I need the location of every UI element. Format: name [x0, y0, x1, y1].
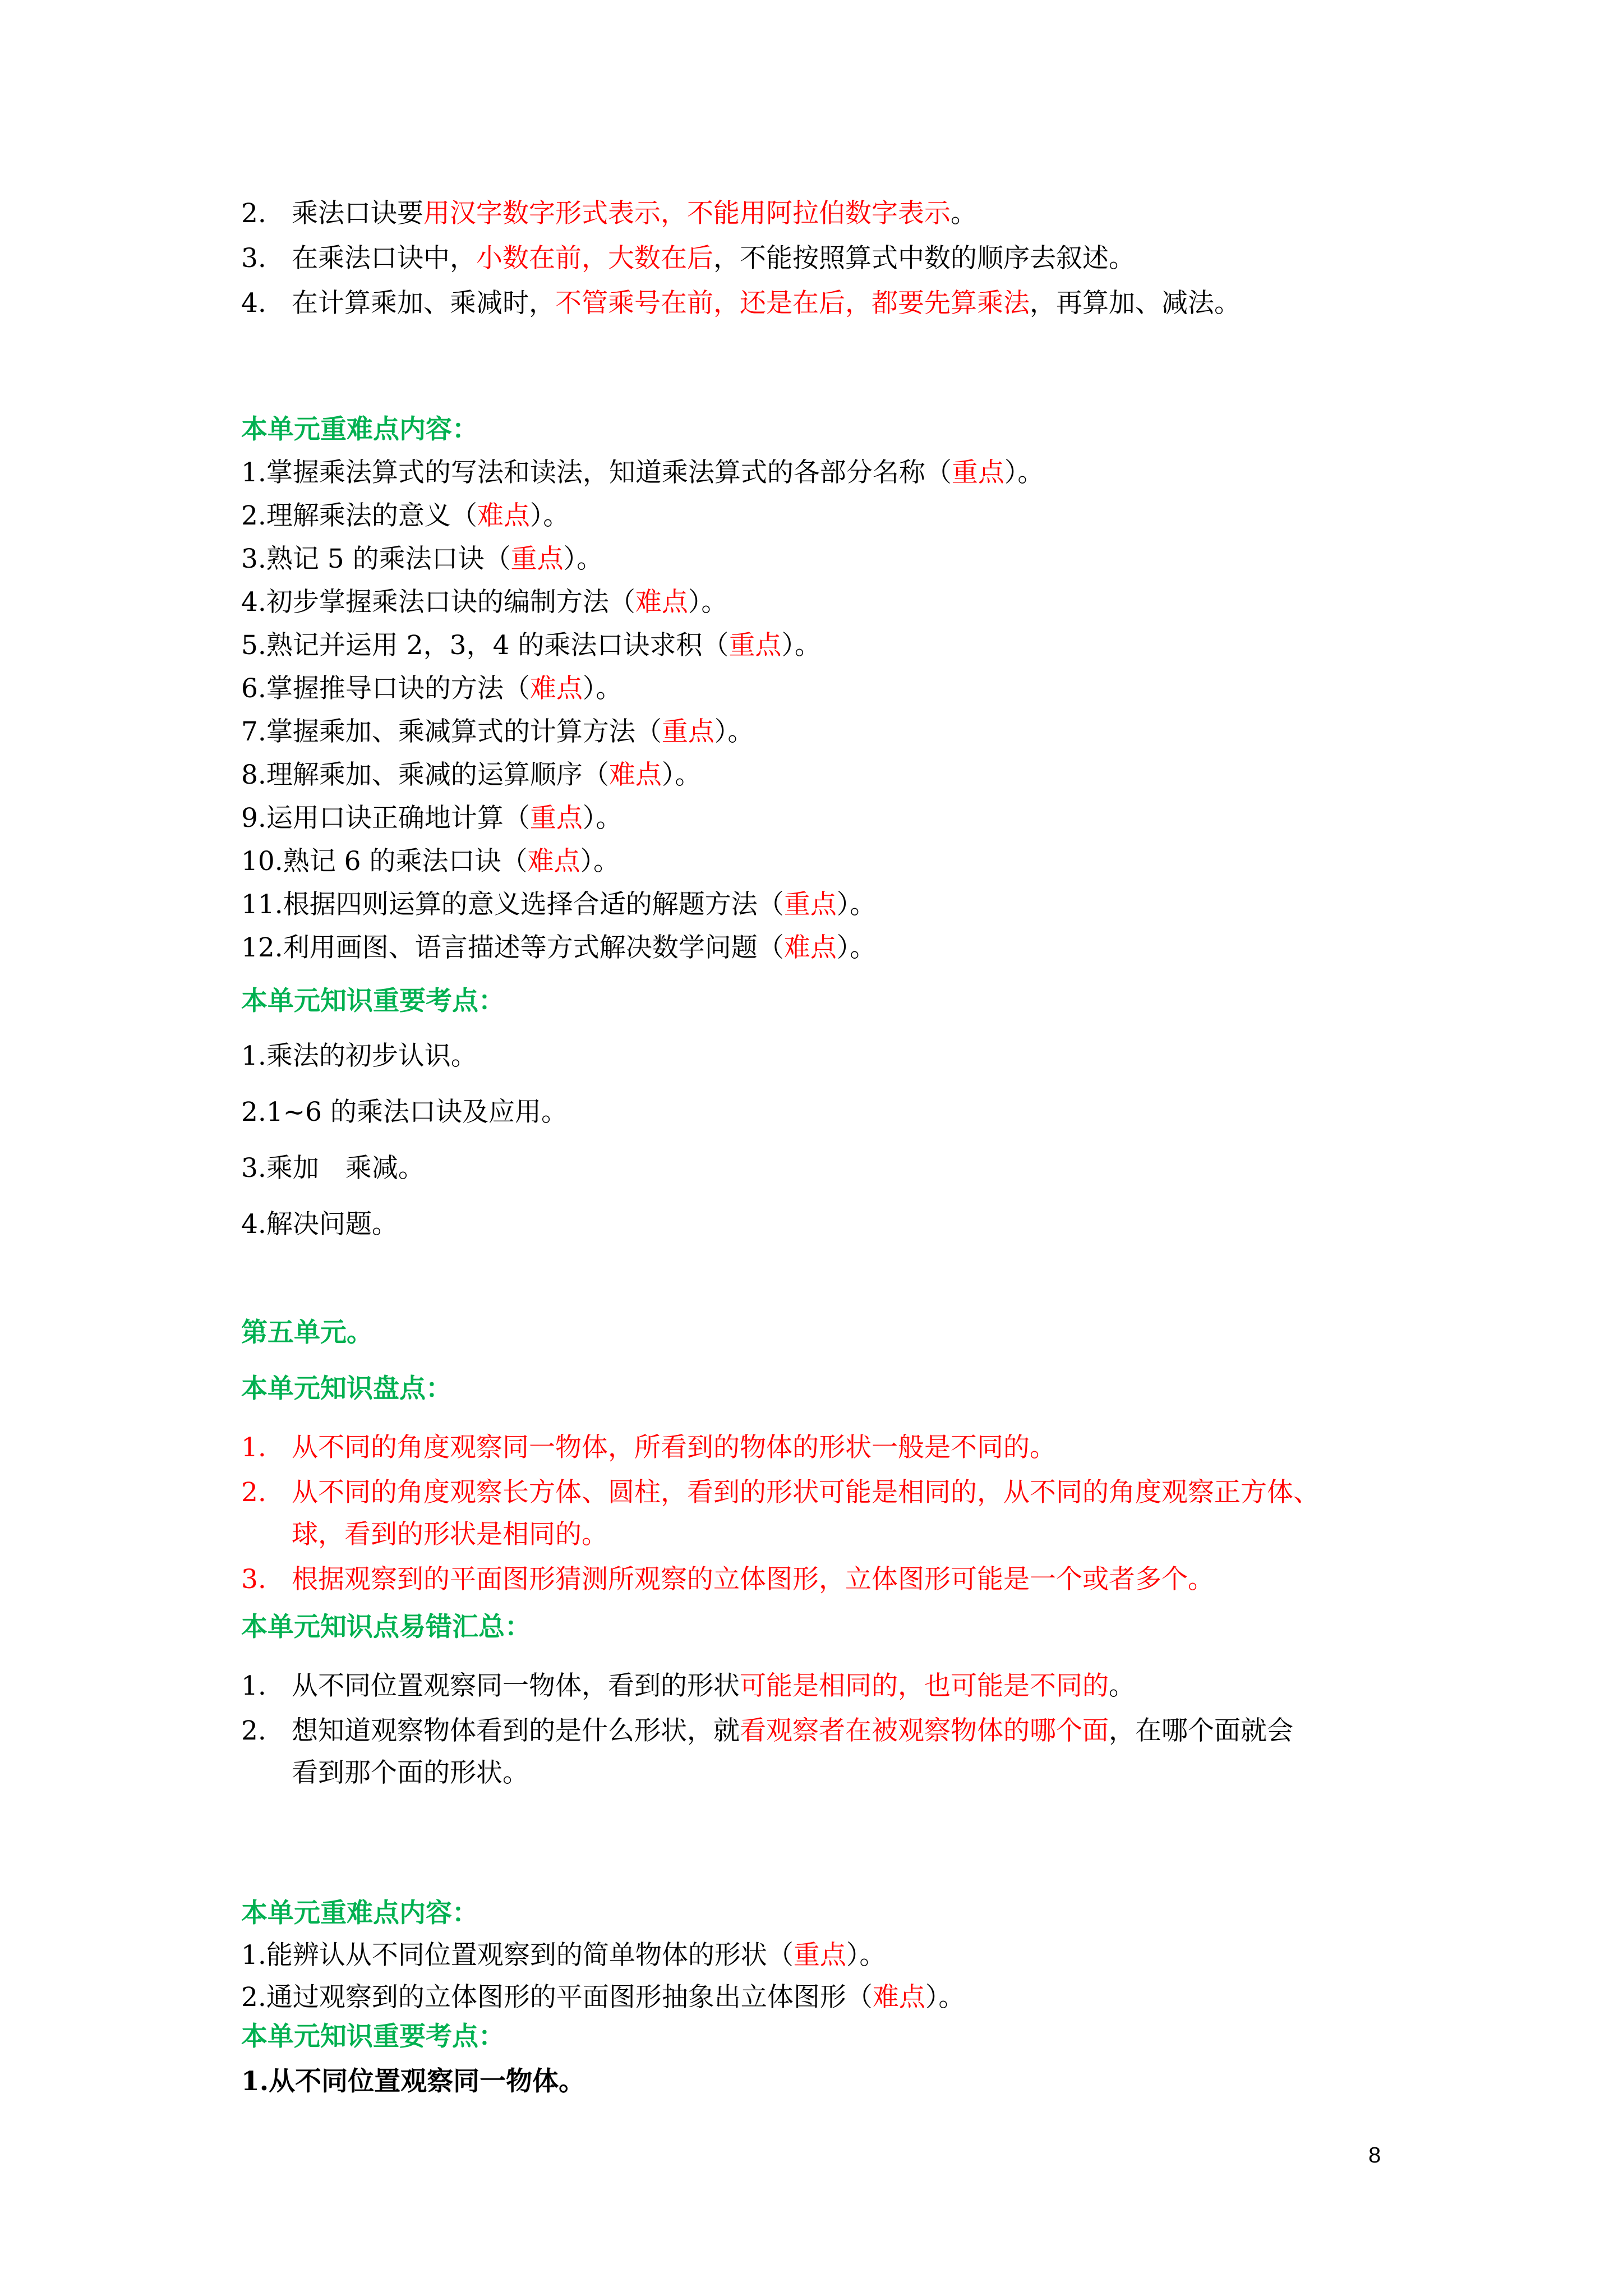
list-item: 3. 根据观察到的平面图形猜测所观察的立体图形，立体图形可能是一个或者多个。	[241, 1564, 1214, 1595]
list-item: 1.从不同位置观察同一物体。	[241, 2066, 585, 2097]
list-item: 3. 在乘法口诀中，小数在前，大数在后，不能按照算式中数的顺序去叙述。	[241, 243, 1135, 274]
list-item: 1.乘法的初步认识。	[241, 1041, 477, 1071]
section-heading: 本单元重难点内容：	[241, 1898, 478, 1929]
list-item: 11.根据四则运算的意义选择合适的解题方法（重点）。	[241, 889, 877, 920]
list-item: 2.1~6 的乘法口诀及应用。	[241, 1097, 568, 1128]
list-item-continuation: 球，看到的形状是相同的。	[292, 1519, 608, 1550]
list-item: 8.理解乘加、乘减的运算顺序（难点）。	[241, 760, 702, 790]
list-item: 10.熟记 6 的乘法口诀（难点）。	[241, 846, 620, 877]
list-item: 9.运用口诀正确地计算（重点）。	[241, 803, 623, 834]
page-number: 8	[1368, 2143, 1381, 2168]
section-heading: 本单元知识重要考点：	[241, 986, 505, 1016]
section-heading: 本单元知识点易错汇总：	[241, 1612, 531, 1642]
list-item: 4.初步掌握乘法口诀的编制方法（难点）。	[241, 587, 728, 618]
list-item: 6.掌握推导口诀的方法（难点）。	[241, 673, 623, 704]
list-item: 4. 在计算乘加、乘减时，不管乘号在前，还是在后，都要先算乘法，再算加、减法。	[241, 288, 1241, 319]
list-item: 2. 从不同的角度观察长方体、圆柱，看到的形状可能是相同的，从不同的角度观察正方体、	[241, 1477, 1320, 1508]
list-item-continuation: 看到那个面的形状。	[292, 1757, 529, 1788]
list-item: 3.熟记 5 的乘法口诀（重点）。	[241, 544, 603, 574]
list-item: 7.掌握乘加、乘减算式的计算方法（重点）。	[241, 716, 754, 747]
list-item: 1. 从不同的角度观察同一物体，所看到的物体的形状一般是不同的。	[241, 1432, 1056, 1463]
unit-heading: 第五单元。	[241, 1317, 373, 1348]
list-item: 2.通过观察到的立体图形的平面图形抽象出立体图形（难点）。	[241, 1982, 965, 2013]
list-item: 2. 想知道观察物体看到的是什么形状，就看观察者在被观察物体的哪个面，在哪个面就会	[241, 1715, 1293, 1746]
list-item: 2. 乘法口诀要用汉字数字形式表示，不能用阿拉伯数字表示。	[241, 198, 977, 229]
section-heading: 本单元知识重要考点：	[241, 2021, 505, 2052]
list-item: 12.利用画图、语言描述等方式解决数学问题（难点）。	[241, 932, 877, 963]
list-item: 3.乘加 乘减。	[241, 1153, 425, 1184]
list-item: 1. 从不同位置观察同一物体，看到的形状可能是相同的，也可能是不同的。	[241, 1671, 1135, 1701]
section-heading: 本单元知识盘点：	[241, 1373, 452, 1404]
list-item: 5.熟记并运用 2，3，4 的乘法口诀求积（重点）。	[241, 630, 821, 661]
list-item: 1.掌握乘法算式的写法和读法，知道乘法算式的各部分名称（重点）。	[241, 457, 1044, 488]
list-item: 2.理解乘法的意义（难点）。	[241, 500, 570, 531]
section-heading: 本单元重难点内容：	[241, 414, 478, 445]
list-item: 4.解决问题。	[241, 1209, 398, 1240]
list-item: 1.能辨认从不同位置观察到的简单物体的形状（重点）。	[241, 1940, 886, 1971]
